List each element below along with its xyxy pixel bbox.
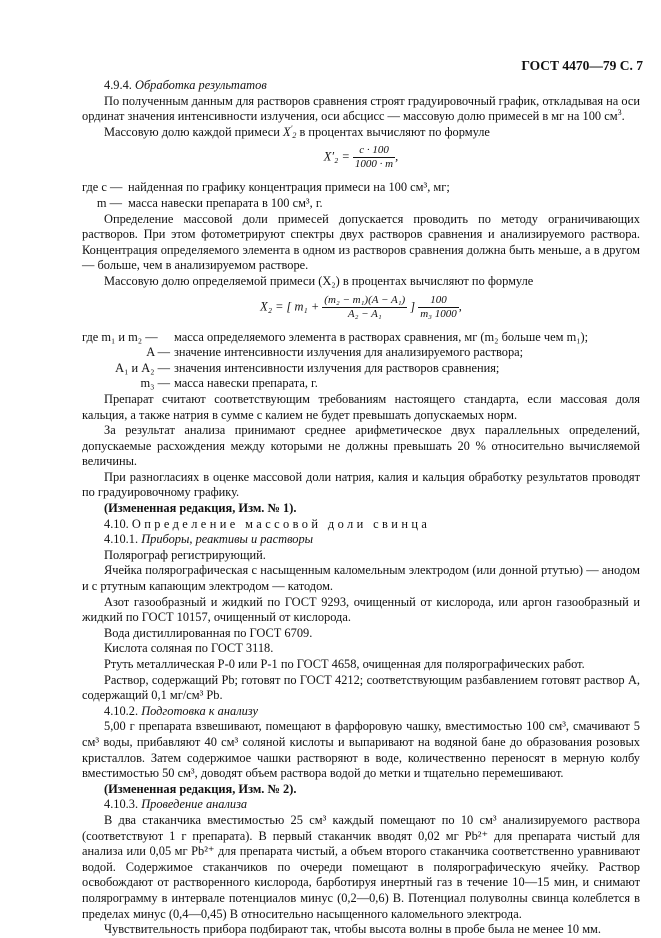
formula-lhs: X′₂ = bbox=[323, 150, 353, 165]
paragraph-text: По полученным данным для растворов сравнения строят градуировочный график, откладывая на оси ординат значения интенсивности излучения, оси абсцисс — массовую долю примесей в мг на 100 см bbox=[82, 93, 640, 124]
definition-row bbox=[82, 196, 640, 212]
list-item: Ячейка полярографическая с насыщенным каломельным электродом (или донной ртутью) — анодом и с ртутным капающим электродом — катодом. bbox=[82, 563, 640, 594]
amendment-note: (Измененная редакция, Изм. № 1). bbox=[104, 501, 297, 516]
punct: . bbox=[621, 109, 625, 124]
amendment-note: (Измененная редакция, Изм. № 2). bbox=[104, 781, 297, 796]
denominator: A₂ − A₁ bbox=[347, 307, 382, 320]
def-term: A₁ и A₂ — bbox=[115, 360, 170, 375]
formula-tail: , bbox=[458, 298, 462, 313]
superscript: 3 bbox=[617, 108, 622, 118]
section-number: 4.10.2. bbox=[104, 703, 139, 718]
document-body bbox=[82, 78, 640, 938]
paragraph bbox=[82, 125, 640, 141]
section-title: Определение массовой доли свинца bbox=[131, 516, 431, 531]
paragraph bbox=[82, 94, 640, 125]
paragraph: За результат анализа принимают среднее арифметическое двух параллельных определений, допускаемые расхождения между которыми не должны превышать 20 % относительно вычисляемой величины. bbox=[82, 423, 640, 469]
numerator: 100 bbox=[418, 294, 459, 308]
def-term: A — bbox=[146, 345, 170, 360]
def-term: m — bbox=[96, 195, 122, 210]
list-item: Полярограф регистрирующий. bbox=[104, 547, 266, 562]
paragraph: 5,00 г препарата взвешивают, помещают в фарфоровую чашку, вместимостью 100 см³, смачивают 5 см³ воды, прибавляют 40 см³ соляной кислоты и выпаривают на водяной бане до образования розовых кристаллов. Затем содержимое чашки растворяют в воде, количественно переносят в мерную колбу вместимостью 50 см³, доводят объем раствора водой до метки и тщательно перемешивают. bbox=[82, 719, 640, 781]
definition-row bbox=[82, 361, 640, 377]
def-text: значения интенсивности излучения для растворов сравнения; bbox=[174, 360, 500, 375]
section-4-10-2-heading bbox=[82, 704, 640, 720]
section-number: 4.10.3. bbox=[104, 797, 139, 812]
formula-fraction bbox=[353, 144, 395, 171]
section-number: 4.9.4. bbox=[104, 78, 132, 92]
list-item: Ртуть металлическая Р-0 или Р-1 по ГОСТ 4658, очищенная для полярографических работ. bbox=[104, 657, 585, 671]
definition-row bbox=[82, 345, 640, 361]
list-item: Раствор, содержащий Pb; готовят по ГОСТ 4212; соответствующим разбавлением готовят раствор А, содержащий 0,1 мг/см³ Pb. bbox=[82, 672, 640, 703]
def-text: масса навески препарата в 100 см³, г. bbox=[128, 195, 323, 210]
formula-1 bbox=[82, 144, 640, 176]
section-number: 4.10.1. bbox=[104, 532, 139, 547]
denominator: m₃ 1000 bbox=[420, 307, 457, 320]
paragraph: Массовую долю определяемой примеси (X₂) в процентах вычисляют по формуле bbox=[104, 273, 534, 288]
page-header: ГОСТ 4470—79 С. 7 bbox=[521, 58, 643, 73]
paragraph-text: Массовую долю каждой примеси bbox=[104, 124, 284, 139]
def-text: масса навески препарата, г. bbox=[174, 376, 318, 391]
list-item: Вода дистиллированная по ГОСТ 6709. bbox=[104, 625, 313, 640]
denominator: 1000 · m bbox=[354, 158, 394, 171]
section-title: Проведение анализа bbox=[141, 797, 248, 812]
section-number: 4.10. bbox=[104, 516, 129, 531]
paragraph: Чувствительность прибора подбирают так, чтобы высота волны в пробе была не менее 10 мм. bbox=[104, 922, 601, 937]
numerator: (m₂ − m₁)(A − A₁) bbox=[324, 293, 406, 306]
definition-row bbox=[82, 330, 640, 346]
paragraph: При разногласиях в оценке массовой доли натрия, калия и кальция обработку результатов проводят по градуировочному графику. bbox=[82, 469, 640, 500]
section-title: Подготовка к анализу bbox=[141, 703, 259, 718]
list-item: Азот газообразный и жидкий по ГОСТ 9293, очищенный от кислорода, или аргон газообразный и жидкий по ГОСТ 10157, очищенный от кислорода. bbox=[82, 594, 640, 625]
variable: X bbox=[283, 124, 291, 139]
formula-fraction bbox=[322, 294, 407, 321]
formula-tail: , bbox=[395, 149, 399, 164]
formula-bracket: ] bbox=[407, 298, 416, 313]
list-item: Кислота соляная по ГОСТ 3118. bbox=[104, 641, 274, 656]
formula-2 bbox=[82, 294, 640, 326]
definition-row bbox=[82, 180, 640, 196]
def-text: значение интенсивности излучения для анализируемого раствора; bbox=[174, 345, 524, 360]
paragraph: Определение массовой доли примесей допускается проводить по методу ограничивающих растворов. При этом фотометрируют спектры двух растворов сравнения и анализируемого раствора. Концентрация определяемого элемента в одном из растворов сравнения должна быть меньше, а в другом — больше, чем в анализируемом растворе. bbox=[82, 211, 640, 273]
definition-row bbox=[82, 376, 640, 392]
section-title: Приборы, реактивы и растворы bbox=[141, 532, 314, 547]
section-4-10-1-heading bbox=[82, 532, 640, 548]
numerator: c · 100 bbox=[353, 144, 395, 158]
section-4-9-4-heading bbox=[82, 78, 640, 94]
paragraph: В два стаканчика вместимостью 25 см³ каждый помещают по 10 см³ анализируемого раствора (соответствуют 1 г препарата). В первый стаканчик вводят 0,02 мг Pb²⁺ для препарата чистый для анализа или 0,05 мг Pb²⁺ для препарата чистый, а объем второго стаканчика соответственно уравнивают водой. Содержимое стаканчиков по очереди помещают в полярографическую ячейку. Раствор освобождают от растворенного кислорода, барботируя инертный газ в течение 10—15 мин, и снимают полярограмму в интервале потенциалов минус (0,2—0,6) В. Потенциал полуволны свинца колеблется в пределах минус (0,4—0,45) В относительно насыщенного каломельного электрода. bbox=[82, 812, 640, 921]
def-text: найденная по графику концентрация примеси на 100 см³, мг; bbox=[128, 180, 450, 195]
def-text: масса определяемого элемента в растворах сравнения, мг (m₂ больше чем m₁); bbox=[174, 329, 589, 344]
section-title: Обработка результатов bbox=[135, 78, 267, 92]
definitions-1 bbox=[82, 180, 640, 211]
section-4-10-heading bbox=[82, 517, 640, 533]
subscript: 2 bbox=[292, 130, 297, 140]
def-term: где m₁ и m₂ — bbox=[82, 329, 158, 344]
formula-fraction bbox=[418, 294, 459, 321]
def-term: m₃ — bbox=[140, 376, 170, 391]
section-4-10-3-heading bbox=[82, 797, 640, 813]
definitions-2 bbox=[82, 330, 640, 392]
def-term: где c — bbox=[82, 180, 123, 195]
paragraph-text: в процентах вычисляют по формуле bbox=[296, 124, 490, 139]
prime: ′ bbox=[290, 123, 293, 133]
paragraph: Препарат считают соответствующим требованиям настоящего стандарта, если массовая доля кальция, а также натрия в сумме с калием не будет превышать допускаемых норм. bbox=[82, 391, 640, 422]
formula-lhs: X₂ = [ m₁ + bbox=[260, 299, 323, 314]
